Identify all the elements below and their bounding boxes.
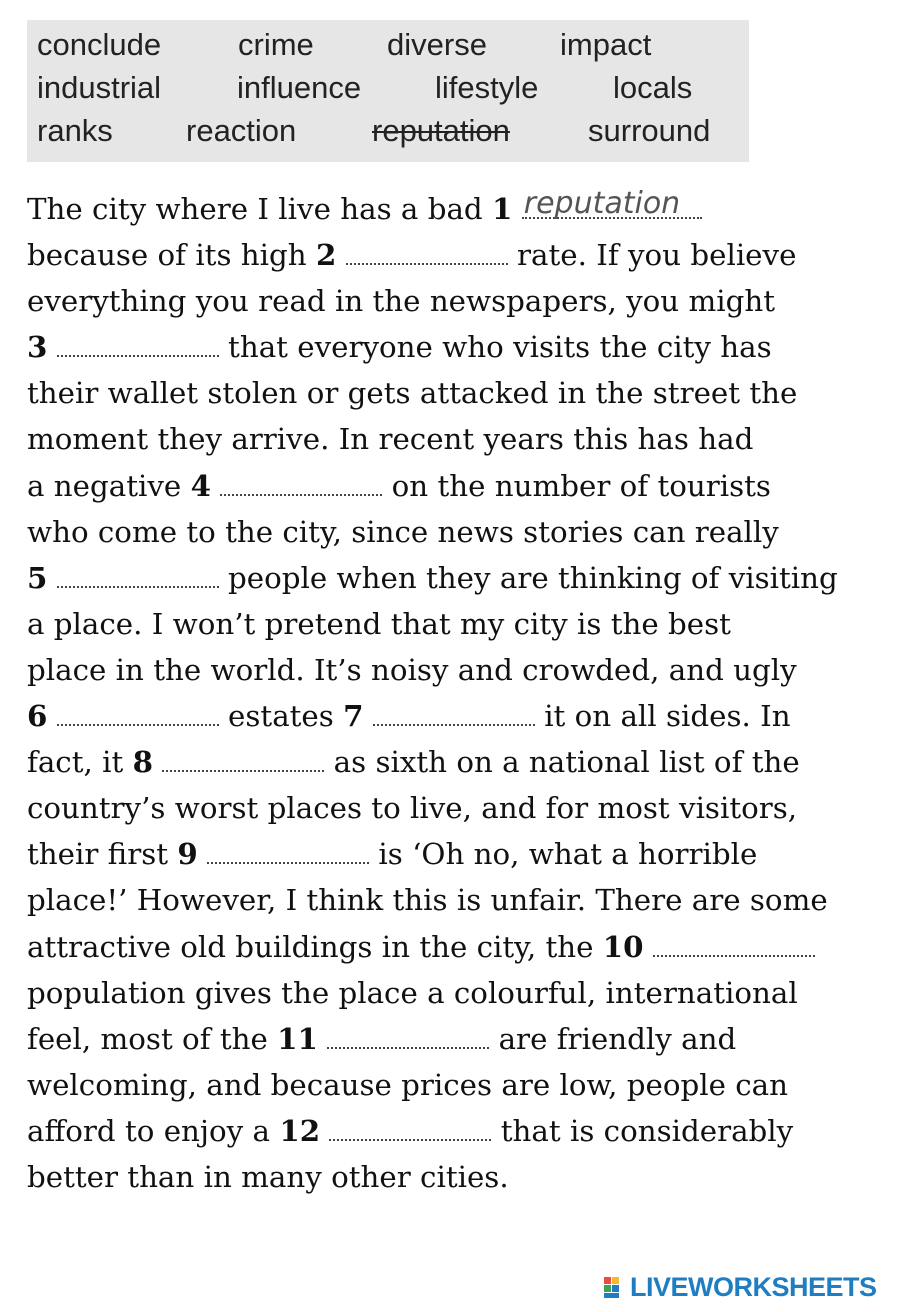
- word-bank-item[interactable]: lifestyle: [435, 70, 539, 105]
- answer-field-9[interactable]: [207, 838, 369, 864]
- answer-field-11[interactable]: [327, 1023, 489, 1049]
- passage-line: their wallet stolen or gets attacked in the street the: [27, 376, 798, 411]
- word-bank-item-used[interactable]: reputation: [372, 113, 510, 148]
- liveworksheets-brand-text: LIVEWORKSHEETS: [630, 1271, 877, 1302]
- passage-line: attractive old buildings in the city, the 10: [27, 924, 897, 970]
- answer-field-3[interactable]: [57, 331, 219, 357]
- word-bank-item[interactable]: influence: [237, 70, 362, 105]
- gap-number: 8: [132, 744, 153, 780]
- word-bank-item[interactable]: diverse: [387, 27, 487, 62]
- gap-number: 5: [27, 559, 48, 595]
- word-bank-item[interactable]: impact: [560, 27, 652, 62]
- answer-field-2[interactable]: [346, 239, 508, 265]
- gap-number: 7: [343, 698, 364, 734]
- gap-number: 3: [27, 329, 48, 365]
- answer-field-10[interactable]: [653, 931, 815, 957]
- passage-line: 6 estates 7 it on all sides. In: [27, 698, 791, 734]
- answer-field-7[interactable]: [373, 700, 535, 726]
- word-bank-item[interactable]: industrial: [37, 70, 162, 105]
- gap-number: 6: [27, 698, 48, 734]
- passage-line: 5 people when they are thinking of visiting: [27, 559, 838, 595]
- passage-line: because of its high 2 rate. If you believe: [27, 237, 797, 273]
- word-bank-item[interactable]: locals: [613, 70, 693, 105]
- gap-number: 12: [279, 1112, 321, 1148]
- passage-line: feel, most of the 11 are friendly and: [27, 1020, 737, 1056]
- passage-line: welcoming, and because prices are low, people can: [27, 1067, 788, 1102]
- answer-text: reputation: [523, 186, 681, 221]
- passage-line: place!’ However, I think this is unfair. There are some: [27, 883, 828, 918]
- word-bank-item[interactable]: surround: [588, 113, 711, 148]
- passage-line: moment they arrive. In recent years this has had: [27, 422, 754, 457]
- passage-line: population gives the place a colourful, international: [27, 975, 798, 1010]
- passage-line: better than in many other cities.: [27, 1159, 509, 1194]
- answer-field-1[interactable]: [522, 186, 702, 221]
- gap-number: 10: [602, 928, 644, 964]
- word-bank-item[interactable]: reaction: [186, 113, 297, 148]
- liveworksheets-logo-icon: [604, 1275, 628, 1299]
- gap-number: 11: [277, 1020, 318, 1056]
- gap-number: 4: [190, 467, 211, 503]
- passage-line: country’s worst places to live, and for most visitors,: [27, 791, 798, 826]
- passage-line: The city where I live has a bad 1 reputation: [27, 186, 897, 232]
- gap-number: 2: [316, 237, 337, 273]
- passage-line: place in the world. It’s noisy and crowded, and ugly: [27, 652, 797, 687]
- passage-line: fact, it 8 as sixth on a national list of the: [27, 744, 800, 780]
- word-bank-item[interactable]: ranks: [37, 113, 113, 148]
- gap-number: 1: [492, 191, 513, 226]
- passage-line: everything you read in the newspapers, you might: [27, 284, 776, 319]
- passage-line: afford to enjoy a 12 that is considerably: [27, 1112, 794, 1148]
- answer-field-12[interactable]: [329, 1115, 491, 1141]
- answer-field-8[interactable]: [162, 746, 324, 772]
- word-bank: [27, 20, 749, 162]
- answer-field-6[interactable]: [57, 700, 219, 726]
- word-bank-item[interactable]: conclude: [37, 27, 162, 62]
- gap-number: 9: [177, 836, 198, 872]
- answer-field-4[interactable]: [220, 470, 382, 496]
- passage: [27, 186, 897, 1200]
- passage-line: their first 9 is ‘Oh no, what a horrible: [27, 836, 758, 872]
- word-bank-item[interactable]: crime: [238, 27, 314, 62]
- passage-line: a negative 4 on the number of tourists: [27, 467, 771, 503]
- answer-field-5[interactable]: [57, 562, 219, 588]
- passage-line: a place. I won’t pretend that my city is the best: [27, 606, 731, 641]
- liveworksheets-logo[interactable]: [604, 1272, 877, 1302]
- passage-line: 3 that everyone who visits the city has: [27, 329, 772, 365]
- passage-line: who come to the city, since news stories can really: [27, 514, 779, 549]
